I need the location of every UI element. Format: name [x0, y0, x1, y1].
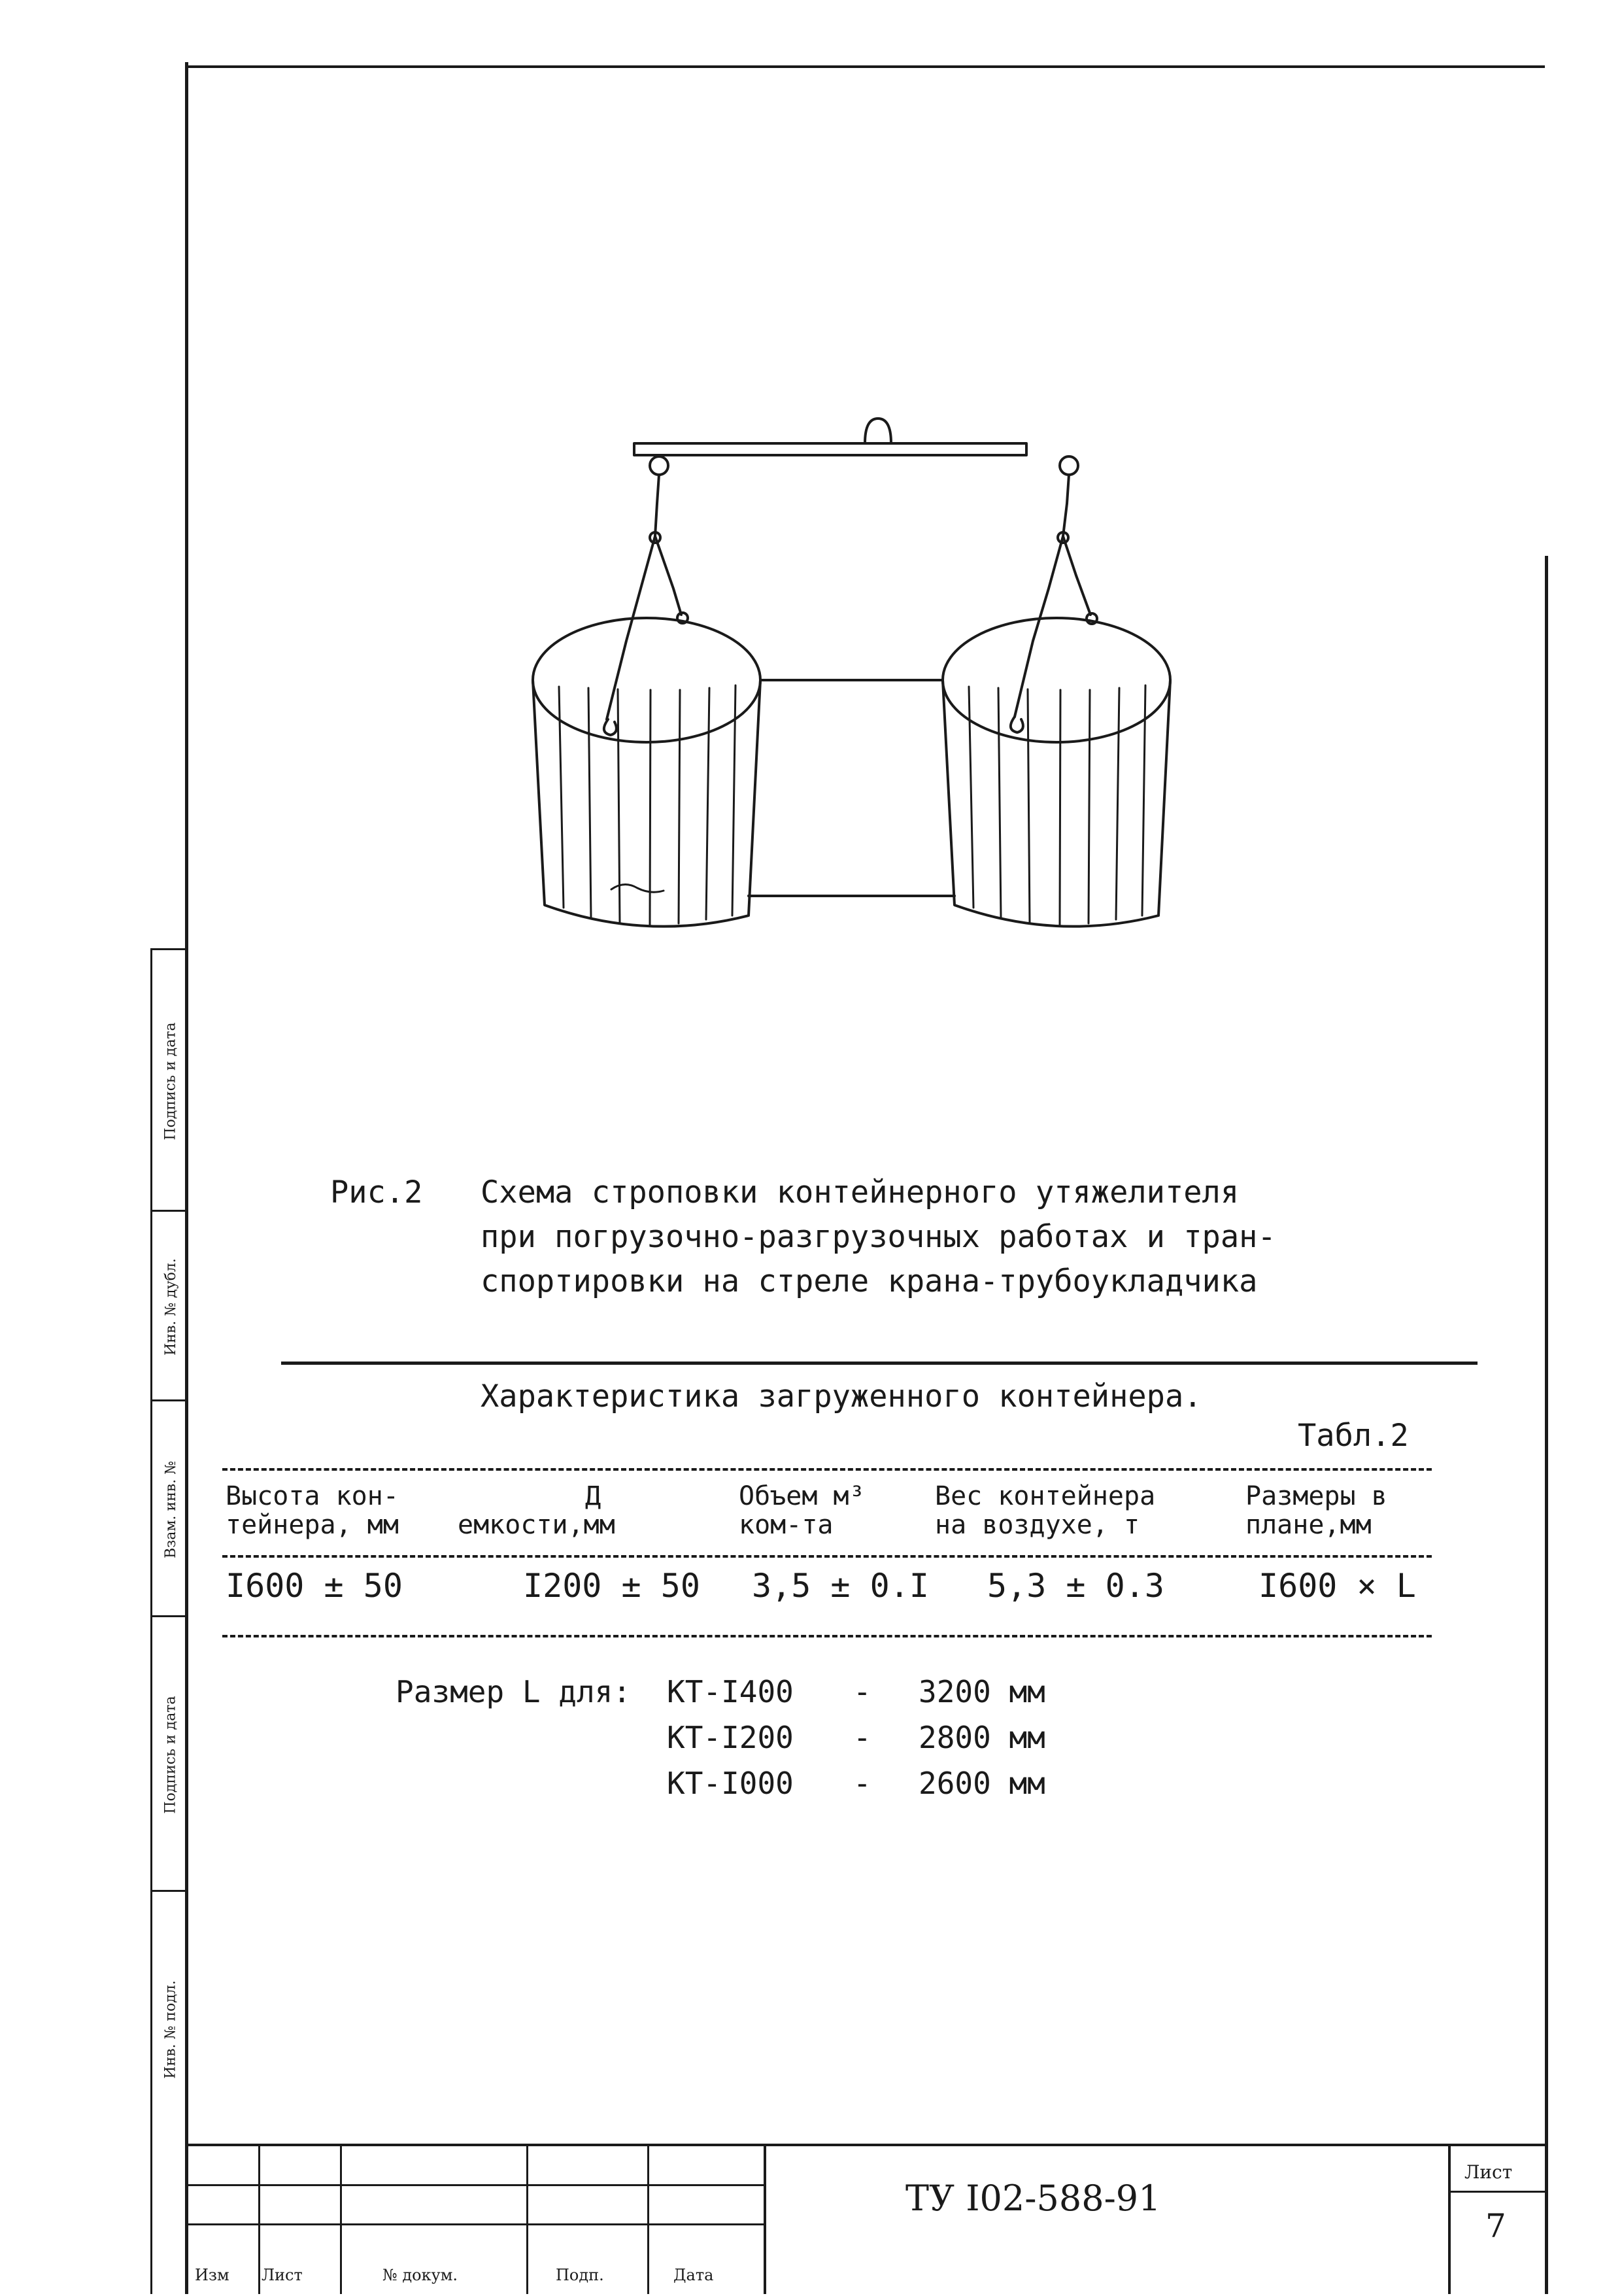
caption-rule	[281, 1362, 1478, 1365]
table-title: Характеристика загруженного контейнера.	[481, 1379, 1202, 1414]
title-block-col-rule	[526, 2144, 528, 2294]
value-diameter: I200 ± 50	[523, 1567, 700, 1605]
size-model: КТ-I400	[667, 1674, 794, 1709]
side-stamp-text: Подпись и дата	[162, 1695, 179, 1814]
left-container-top	[533, 618, 760, 742]
col-label-change: Изм	[195, 2266, 229, 2284]
side-stamp-cell	[152, 1399, 188, 1617]
size-prefix: Размер L для:	[396, 1674, 632, 1709]
size-model: КТ-I200	[667, 1720, 794, 1755]
caption-line-2: при погрузочно-разгрузочных работах и тран-	[481, 1219, 1276, 1255]
title-block-col-rule	[647, 2144, 649, 2294]
right-container-body	[943, 680, 1170, 927]
title-block-top-rule	[188, 2144, 1545, 2146]
sheet-label: Лист	[1464, 2161, 1513, 2183]
side-stamp-cell	[152, 1890, 188, 2296]
value-weight: 5,3 ± 0.3	[987, 1567, 1164, 1605]
side-stamp-text: Взам. инв. №	[162, 1460, 179, 1558]
left-beam-shackle	[650, 456, 668, 475]
caption-line-3: спортировки на стреле крана-трубоукладчика	[481, 1263, 1258, 1299]
value-plan-size: I600 × L	[1259, 1567, 1416, 1605]
side-stamp-cell	[152, 1210, 188, 1401]
title-block-row-rule	[188, 2184, 764, 2186]
header-plan-size-1: Размеры в	[1245, 1481, 1387, 1511]
size-value: 3200 мм	[919, 1674, 1045, 1709]
header-volume-1: Объем м³	[739, 1481, 865, 1511]
header-weight-2: на воздухе, т	[935, 1510, 1140, 1540]
title-block-col-rule	[764, 2144, 766, 2294]
size-value: 2800 мм	[919, 1720, 1045, 1755]
side-stamp-text: Подпись и дата	[162, 1021, 179, 1140]
value-height: I600 ± 50	[226, 1567, 403, 1605]
header-weight-1: Вес контейнера	[935, 1481, 1156, 1511]
value-volume: 3,5 ± 0.I	[752, 1567, 929, 1605]
header-height-1: Высота кон-	[226, 1481, 399, 1511]
right-sling	[1015, 475, 1090, 717]
left-sling	[607, 475, 681, 719]
table-number: Табл.2	[1298, 1418, 1409, 1454]
title-block-row-rule	[188, 2223, 764, 2225]
title-block-col-rule	[1448, 2144, 1451, 2294]
container-sling-drawing	[510, 392, 1242, 968]
spreader-beam	[634, 443, 1026, 455]
size-dash: -	[853, 1766, 871, 1801]
col-label-sheet: Лист	[262, 2266, 303, 2284]
sheet-number: 7	[1485, 2207, 1506, 2245]
side-stamp-text: Инв. № подл.	[162, 1979, 179, 2079]
col-label-sign: Подп.	[556, 2266, 604, 2284]
document-code: ТУ I02-588-91	[905, 2178, 1161, 2219]
side-stamp-text: Инв. № дубл.	[162, 1258, 179, 1356]
caption-line-1: Схема строповки контейнерного утяжелителя	[481, 1174, 1240, 1210]
size-dash: -	[853, 1674, 871, 1709]
side-stamp-column	[150, 948, 188, 2294]
col-label-doc: № докум.	[382, 2266, 458, 2284]
table-bottom-rule	[222, 1635, 1432, 1637]
header-plan-size-2: плане,мм	[1245, 1510, 1372, 1540]
size-value: 2600 мм	[919, 1766, 1045, 1801]
left-container-body	[533, 680, 760, 927]
size-model: КТ-I000	[667, 1766, 794, 1801]
header-height-2: тейнера, мм	[226, 1510, 399, 1540]
right-beam-shackle	[1060, 456, 1078, 475]
col-label-date: Дата	[673, 2266, 714, 2284]
header-diameter-2: емкости,мм	[458, 1510, 615, 1540]
header-diameter-1: Д	[585, 1481, 601, 1511]
lifting-ring	[865, 419, 891, 443]
size-dash: -	[853, 1720, 871, 1755]
frame-top-border	[185, 65, 1545, 68]
title-block-sheet-rule	[1448, 2191, 1545, 2193]
connecting-web	[749, 680, 955, 896]
side-stamp-cell	[152, 948, 188, 1212]
right-container-top	[943, 618, 1170, 742]
title-block-col-rule	[258, 2144, 260, 2294]
figure-number: Рис.2	[330, 1174, 423, 1210]
side-stamp-cell	[152, 1615, 188, 1892]
frame-right-border	[1545, 556, 1548, 2294]
header-volume-2: ком-та	[739, 1510, 834, 1540]
table-top-rule	[222, 1468, 1432, 1471]
table-header-rule	[222, 1555, 1432, 1558]
title-block-col-rule	[340, 2144, 342, 2294]
